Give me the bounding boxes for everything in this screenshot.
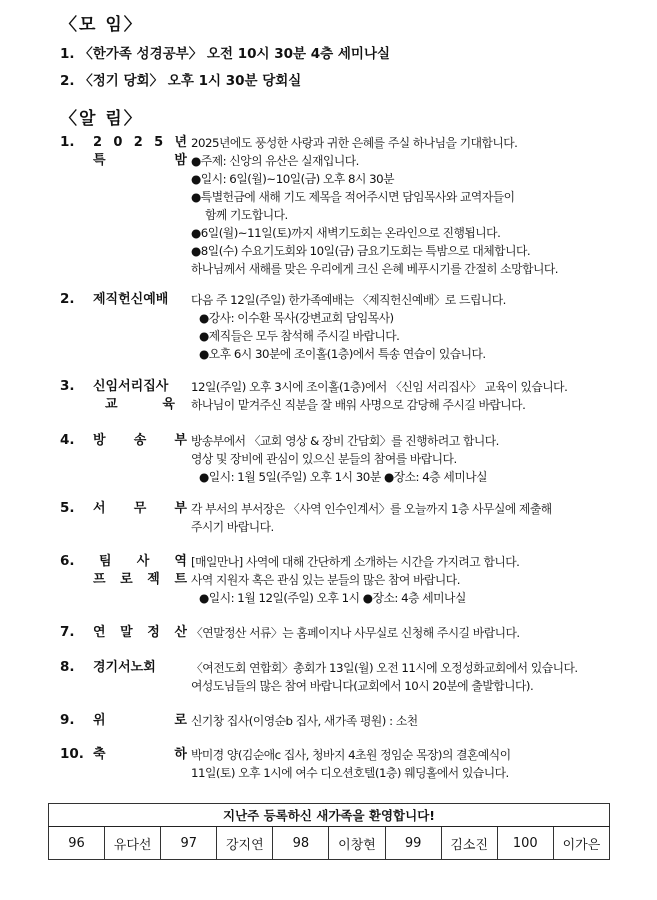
notice-item <box>60 712 620 734</box>
notice-number: 10. <box>60 746 84 762</box>
notice-label-line: 서 무 부 <box>93 501 187 516</box>
member-name: 이가은 <box>553 827 609 860</box>
notice-label-line: 경기서노회 <box>93 660 156 675</box>
meeting-item: 2. 〈정기 당회〉 오후 1시 30분 당회실 <box>60 73 302 89</box>
notice-line: ●일시: 6일(월)~10일(금) 오후 8시 30분 <box>191 172 395 186</box>
notice-item <box>60 432 620 490</box>
notice-label-line: 특 밤 <box>93 153 187 168</box>
notice-item <box>60 746 620 786</box>
notice-label <box>93 291 187 309</box>
notice-line: ●강사: 이수환 목사(강변교회 담임목사) <box>199 311 394 325</box>
notice-label-line: 팀 사 역 <box>99 554 187 569</box>
notice-item <box>60 378 620 418</box>
notice-label-line: 프 로 젝 트 <box>93 572 187 587</box>
notice-number: 6. <box>60 553 75 569</box>
notice-body <box>191 659 616 695</box>
notice-line: ●주제: 신앙의 유산은 실재입니다. <box>191 154 359 168</box>
notice-label <box>93 712 187 730</box>
member-name: 유다선 <box>105 827 161 860</box>
new-members-table <box>48 803 610 860</box>
notices-section-title: 〈알 림〉 <box>60 109 143 129</box>
notice-label-line: 제직헌신예배 <box>93 292 169 307</box>
notice-line: 〈연말정산 서류〉는 홈페이지나 사무실로 신청해 주시길 바랍니다. <box>191 626 520 640</box>
member-name: 김소진 <box>441 827 497 860</box>
notice-line: ●제직들은 모두 참석해 주시길 바랍니다. <box>199 329 400 343</box>
notice-item <box>60 500 620 540</box>
notice-label <box>93 659 187 677</box>
notice-label <box>93 378 187 414</box>
notice-line: 하나님께서 새해를 맞은 우리에게 크신 은혜 베푸시기를 간절히 소망합니다. <box>191 262 559 276</box>
notice-label <box>93 432 187 450</box>
notice-line: 주시기 바랍니다. <box>191 520 274 534</box>
notice-line: 11일(토) 오후 1시에 여수 디오션호텔(1층) 웨딩홀에서 있습니다. <box>191 766 509 780</box>
notice-line: 신기창 집사(이영순b 집사, 새가족 평원) : 소천 <box>191 714 418 728</box>
notice-number: 2. <box>60 291 75 307</box>
notice-line: [매일만나] 사역에 대해 간단하게 소개하는 시간을 가지려고 합니다. <box>191 555 520 569</box>
notice-label-line: 방 송 부 <box>93 433 187 448</box>
notice-body <box>191 432 616 486</box>
notice-line: 함께 기도합니다. <box>205 208 288 222</box>
notice-label-line: 위 로 <box>93 713 187 728</box>
notice-label <box>93 624 187 642</box>
notice-number: 1. <box>60 134 75 150</box>
notice-label <box>93 553 187 589</box>
member-number: 100 <box>497 827 553 860</box>
member-number: 98 <box>273 827 329 860</box>
notice-body <box>191 378 616 414</box>
notice-number: 9. <box>60 712 75 728</box>
notice-label <box>93 746 187 764</box>
notice-body <box>191 500 616 536</box>
notice-label <box>93 500 187 518</box>
notice-number: 8. <box>60 659 75 675</box>
notice-line: 다음 주 12일(주일) 한가족예배는 〈제직헌신예배〉로 드립니다. <box>191 293 506 307</box>
notice-number: 5. <box>60 500 75 516</box>
notice-line: 사역 지원자 혹은 관심 있는 분들의 많은 참여 바랍니다. <box>191 573 460 587</box>
member-number: 96 <box>49 827 105 860</box>
notice-body <box>191 553 616 607</box>
member-name: 강지연 <box>217 827 273 860</box>
meeting-item: 1. 〈한가족 성경공부〉 오전 10시 30분 4층 세미나실 <box>60 46 391 62</box>
notice-label-line: 연 말 정 산 <box>93 625 187 640</box>
notice-line: 여성도님들의 많은 참여 바랍니다(교회에서 10시 20분에 출발합니다). <box>191 679 534 693</box>
notice-item <box>60 291 620 367</box>
member-number: 99 <box>385 827 441 860</box>
notice-line: ●일시: 1월 5일(주일) 오후 1시 30분 ●장소: 4층 세미나실 <box>199 470 488 484</box>
member-number: 97 <box>161 827 217 860</box>
notice-line: 각 부서의 부서장은 〈사역 인수인계서〉를 오늘까지 1층 사무실에 제출해 <box>191 502 552 516</box>
notice-line: 방송부에서 〈교회 영상 & 장비 간담회〉를 진행하려고 합니다. <box>191 434 499 448</box>
notice-line: 하나님이 맡겨주신 직분을 잘 배워 사명으로 감당해 주시길 바랍니다. <box>191 398 526 412</box>
notice-item <box>60 659 620 699</box>
notice-line: ●오후 6시 30분에 조이홀(1층)에서 특송 연습이 있습니다. <box>199 347 486 361</box>
notice-number: 3. <box>60 378 75 394</box>
notice-line: ●특별헌금에 새해 기도 제목을 적어주시면 담임목사와 교역자들이 <box>191 190 515 204</box>
notice-line: 12일(주일) 오후 3시에 조이홀(1층)에서 〈신임 서리집사〉 교육이 있습니다. <box>191 380 568 394</box>
notice-number: 7. <box>60 624 75 640</box>
notice-line: ●일시: 1월 12일(주일) 오후 1시 ●장소: 4층 세미나실 <box>199 591 466 605</box>
notice-body <box>191 624 616 642</box>
notice-body <box>191 712 616 730</box>
notice-item <box>60 553 620 611</box>
notice-line: ●8일(수) 수요기도회와 10일(금) 금요기도회는 특밤으로 대체합니다. <box>191 244 531 258</box>
notice-label-line: 축 하 <box>93 747 187 762</box>
notice-label-line: 교 육 <box>105 397 175 412</box>
notice-body <box>191 134 616 278</box>
notice-body <box>191 291 616 363</box>
notice-label-line: 2 0 2 5 년 <box>93 135 187 150</box>
notice-number: 4. <box>60 432 75 448</box>
notice-body <box>191 746 616 782</box>
notice-item <box>60 624 620 646</box>
notice-line: 〈여전도회 연합회〉총회가 13일(월) 오전 11시에 오정성화교회에서 있습니다. <box>191 661 578 675</box>
member-name: 이창현 <box>329 827 385 860</box>
notice-line: 영상 및 장비에 관심이 있으신 분들의 참여를 바랍니다. <box>191 452 457 466</box>
notice-label <box>93 134 187 170</box>
notice-line: ●6일(월)~11일(토)까지 새벽기도회는 온라인으로 진행됩니다. <box>191 226 501 240</box>
notice-item <box>60 134 620 282</box>
meetings-section-title: 〈모 임〉 <box>60 15 143 35</box>
notice-label-line: 신임서리집사 <box>93 379 169 394</box>
notice-line: 박미경 양(김순애c 집사, 청바지 4초원 정임순 목장)의 결혼예식이 <box>191 748 511 762</box>
notice-line: 2025년에도 풍성한 사랑과 귀한 은혜를 주실 하나님을 기대합니다. <box>191 136 518 150</box>
new-members-title: 지난주 등록하신 새가족을 환영합니다! <box>49 804 610 827</box>
